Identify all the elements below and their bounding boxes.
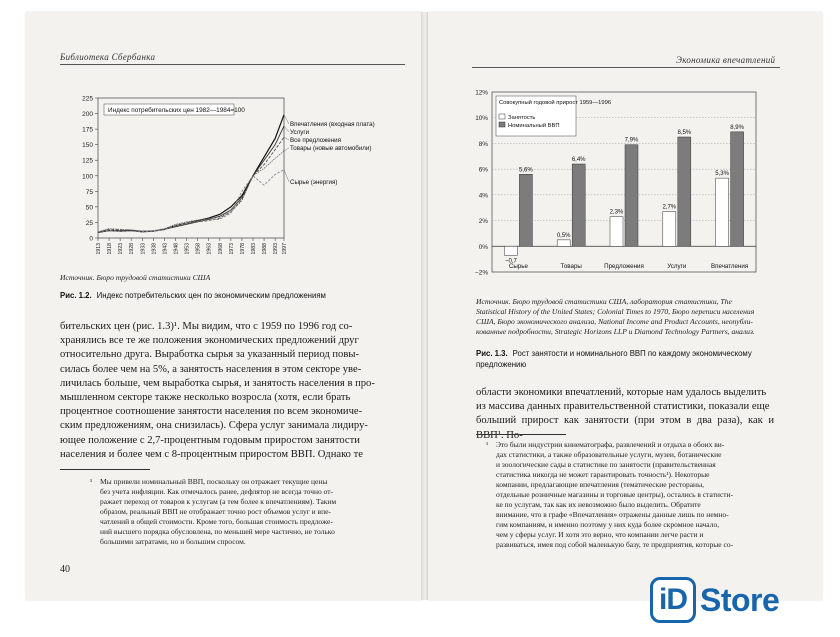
body-line: из массива данных правительственной статистики, показали еще (476, 401, 770, 413)
chart-title: Индекс потребительских цен 1982—1984=100 (108, 107, 245, 114)
right-footnote-rule (476, 434, 566, 435)
category-label: Сырье (508, 263, 528, 270)
category-label: Услуги (667, 263, 687, 270)
left-running-rule (60, 64, 405, 65)
source-line: кованные подробности, Strategic Horizons LLP и Diamond Technology Partners, анализ. (476, 327, 755, 336)
body-line: больший прирост как занятости (при этом в два раза), как и ВВП¹. По- (476, 415, 774, 441)
x-tick-label: 1953 (184, 243, 191, 255)
y-tick-label: 200 (82, 111, 93, 119)
data-label: 2,3% (609, 209, 624, 216)
idstore-logo-box: iD (650, 577, 696, 623)
y-tick-label: 25 (85, 219, 93, 227)
left-figure-label: Рис. 1.2. (60, 291, 92, 300)
left-figure-caption (60, 290, 326, 301)
footnote-line: большими затратами, но и большим спросом. (100, 537, 246, 546)
y-tick-label: 175 (82, 126, 93, 134)
left-body-text (60, 320, 405, 462)
right-figure-caption (476, 348, 776, 370)
x-tick-label: 1993 (273, 243, 280, 255)
x-tick-label: 1963 (206, 243, 213, 255)
source-line: США, Бюро экономического анализа, National Income and Product Accounts, неопубли- (476, 317, 753, 326)
x-tick-label: 1928 (129, 243, 136, 255)
body-line: силась более чем на 5%, а занятость населения в этом секторе уве- (60, 363, 362, 375)
data-label: 5,6% (519, 167, 533, 174)
data-label: 2,7% (662, 204, 677, 211)
x-tick-label: 1918 (107, 243, 114, 255)
y-tick-label: 50 (85, 204, 93, 212)
bar (519, 174, 532, 246)
x-tick-label: 1983 (251, 243, 257, 255)
x-tick-label: 1968 (217, 243, 224, 255)
plot-area (98, 98, 284, 238)
right-running-rule (472, 67, 780, 68)
category-label: Предложения (604, 263, 644, 270)
legend-leader (284, 115, 289, 124)
y-tick-label: 150 (82, 142, 93, 150)
left-page-number: 40 (60, 564, 70, 575)
category-label: Товары (560, 263, 582, 270)
right-footnote (486, 440, 776, 550)
bar (663, 212, 676, 247)
y-tick-label: 12% (475, 89, 488, 97)
y-tick-label: −2% (475, 269, 488, 277)
x-tick-label: 1938 (151, 243, 158, 255)
footnote-line: без учета инфляции. Как отмечалось ранее, дефлятор не всегда точно от- (100, 487, 334, 496)
legend-swatch (499, 122, 505, 127)
y-tick-label: 6% (478, 166, 488, 174)
footnote-line: ний высшего порядка обусловлена, по меньшей мере частично, не только (100, 527, 335, 536)
footnote-line: Мы привели номинальный ВВП, поскольку он отражает текущие цены (100, 477, 328, 486)
data-label: 5,3% (715, 171, 729, 178)
idstore-logo (650, 574, 820, 626)
legend-label: Товары (новые автомобили) (290, 145, 372, 152)
legend-leader (284, 170, 289, 182)
legend-label: Впечатления (входная плата) (290, 121, 375, 128)
legend-label: Все предложения (290, 137, 341, 144)
data-label: −0,7 (504, 258, 517, 265)
legend-label: Услуги (290, 129, 310, 136)
body-line: хранялись все те же положения экономических предложений друг (60, 335, 359, 347)
footnote-line: ражает переход от товаров к услугам (а тем более к впечатлениям). Таким (100, 497, 337, 506)
footnote-line: Это были индустрии кинематографа, развлечений и отдыха в обоих ви- (496, 440, 725, 449)
data-label: 8,5% (677, 130, 692, 136)
footnote-line: статистика никогда не может гарантировать точность¹). Некоторые (496, 470, 710, 479)
footnote-mark: ¹ (90, 477, 93, 486)
right-running-head: Экономика впечатлений (676, 55, 776, 65)
body-line: ским предложениям, она снизилась). Сфера услуг занимала лидиру- (60, 420, 368, 432)
legend-swatch (499, 114, 505, 119)
left-figure-source: Источник. Бюро трудовой статистики США (60, 273, 211, 282)
caption-line: предложению (476, 360, 527, 369)
legend-leader (284, 126, 289, 132)
legend-label: Сырье (энергия) (290, 179, 338, 186)
data-label: 7,9% (624, 137, 639, 144)
y-tick-label: 2% (478, 218, 488, 226)
y-tick-label: 8% (478, 140, 488, 148)
x-tick-label: 1933 (140, 243, 147, 255)
data-label: 0,5% (556, 232, 571, 239)
x-tick-label: 1988 (262, 243, 269, 255)
x-tick-label: 1997 (282, 243, 288, 255)
footnote-line: чатлений в общей стоимости. Кроме того, большая стоимость предложе- (100, 517, 333, 526)
source-line: Statistical History of the United States; Colonial Times to 1970, Бюро переписи населения (476, 307, 755, 316)
right-figure-source (476, 297, 776, 337)
cpi-line-chart (66, 90, 386, 268)
y-tick-label: 75 (85, 188, 93, 196)
footnote-line: внимание, что в графе «Впечатления» отражены данные лишь по немно- (496, 510, 729, 519)
x-tick-label: 1958 (195, 243, 202, 255)
body-line: мышленном секторе также несколько возросла (хотя, если брать (60, 392, 351, 404)
y-tick-label: 125 (82, 157, 93, 165)
y-tick-label: 0% (478, 243, 488, 251)
x-tick-label: 1973 (228, 243, 235, 255)
bar (731, 132, 744, 246)
data-label: 6,4% (571, 157, 586, 163)
left-footnote-rule (60, 469, 150, 470)
category-label: Впечатления (710, 263, 749, 270)
x-tick-label: 1923 (118, 243, 125, 255)
bar (504, 246, 517, 255)
legend-leader (284, 148, 289, 151)
bar (610, 217, 623, 247)
footnote-line: гим компаниям, и именно поэтому у них куда более скромное начало, (496, 520, 720, 529)
y-tick-label: 225 (82, 95, 93, 103)
footnote-line: и зоологические сады в статистике по занятости (правительственная (496, 460, 716, 469)
y-tick-label: 0 (89, 235, 93, 243)
x-tick-label: 1943 (162, 243, 169, 255)
right-figure-label: Рис. 1.3. (476, 349, 508, 358)
footnote-line: развиваться, имея под собой маленькую базу, те предприятия, которые со- (496, 540, 734, 549)
left-figure-caption-text: Индекс потребительских цен по экономическим предложениям (96, 291, 326, 300)
data-label: 8,9% (730, 124, 744, 131)
body-line: области экономики впечатлений, которые нам удалось выделить (476, 387, 767, 398)
legend-label: Занятость (508, 115, 536, 121)
footnote-line: компании, предлагающие впечатления (тематические рестораны, (496, 480, 704, 489)
legend-title: Совокупный годовой прирост 1959—1996 (499, 100, 612, 106)
body-line: населения и более чем с 8-процентным приростом ВВП. Однако те (60, 448, 363, 460)
caption-line: Рост занятости и номинального ВВП по каждому экономическому (512, 349, 752, 358)
x-tick-label: 1913 (96, 243, 102, 255)
bar (557, 240, 570, 246)
idstore-logo-text: Store (700, 581, 780, 618)
left-running-head: Библиотека Сбербанка (60, 52, 156, 62)
bar (716, 178, 729, 246)
bar (572, 164, 585, 246)
y-tick-label: 100 (82, 173, 93, 181)
footnote-line: отдельные розничные магазины и торговые центры), остались в статисти- (496, 490, 734, 499)
body-line: бительских цен (рис. 1.3)¹. Мы видим, что с 1959 по 1996 год со- (60, 321, 353, 332)
y-tick-label: 10% (475, 115, 488, 123)
footnote-line: ке по услугам, так как их невозможно было выделить. Обратите (496, 500, 701, 509)
x-tick-label: 1948 (173, 243, 180, 255)
y-tick-label: 4% (478, 192, 488, 200)
footnote-mark: ¹ (486, 440, 489, 449)
footnote-line: образом, реальный ВВП не отображает точно рост объемов услуг и впе- (100, 507, 331, 516)
legend-leader (284, 137, 289, 140)
x-tick-label: 1978 (239, 243, 246, 255)
legend-label: Номинальный ВВП (508, 123, 560, 129)
footnote-line: чем у сферы услуг. И хотя это верно, что компании легче расти и (496, 530, 704, 539)
left-footnote (90, 477, 403, 547)
body-line: личилась больше, чем выработка сырья, и занятость населения в про- (60, 377, 375, 389)
right-figure-caption-text (476, 349, 752, 369)
body-line: относительно друга. Выработка сырья за указанный период повы- (60, 349, 359, 361)
employment-gdp-bar-chart (468, 86, 768, 292)
bar (678, 137, 691, 246)
footnote-line: дах статистики, а также образовательные услуги, музеи, ботанические (496, 450, 722, 459)
source-line: Источник. Бюро трудовой статистики США, лаборатория статистики, The (476, 297, 732, 306)
body-line: ющее положение с 2,7-процентным годовым приростом занятости (60, 434, 360, 446)
bar (625, 145, 638, 247)
body-line: процентное соотношение занятости населения по всем экономиче- (60, 406, 363, 418)
